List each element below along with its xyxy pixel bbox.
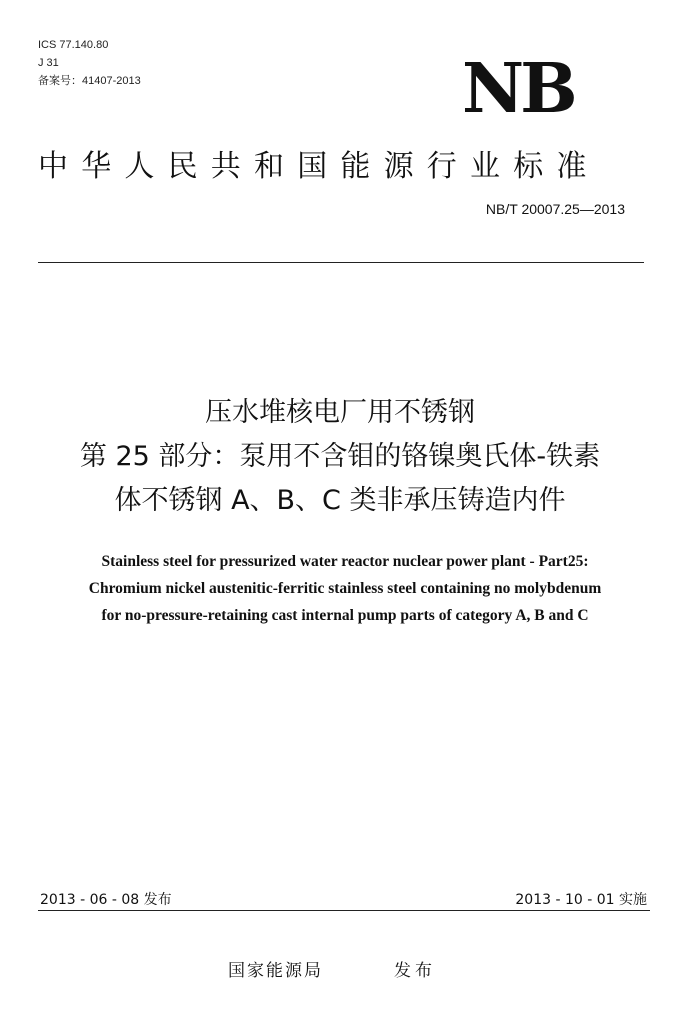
implement-date: 2013 - 10 - 01 实施 <box>515 892 647 908</box>
english-title <box>20 548 670 629</box>
org-title: 中华人民共和国能源行业标准 <box>38 149 600 184</box>
standard-number: NB/T 20007.25—2013 <box>485 201 625 217</box>
bottom-divider <box>38 910 650 911</box>
top-divider <box>38 262 644 263</box>
chinese-title-line-1: 压水堆核电厂用不锈钢 <box>205 397 475 428</box>
ccs-code: J 31 <box>38 57 59 69</box>
english-title-line-3: for no-pressure-retaining cast internal pump parts of category A, B and C <box>101 607 589 624</box>
record-number: 备案号：41407-2013 <box>38 75 141 87</box>
english-title-line-1: Stainless steel for pressurized water reactor nuclear power plant - Part25: <box>101 553 589 570</box>
english-title-line-2: Chromium nickel austenitic-ferritic stainless steel containing no molybdenum <box>88 580 602 597</box>
nb-logo <box>462 58 642 118</box>
chinese-title-line-3: 体不锈钢 A、B、C 类非承压铸造内件 <box>114 485 566 516</box>
publish-date: 2013 - 06 - 08 发布 <box>40 892 172 908</box>
classification-block <box>38 36 141 90</box>
nb-logo-text: NB <box>462 58 574 118</box>
chinese-title <box>20 391 660 523</box>
issue-label: 发布 <box>394 961 436 981</box>
ics-code: ICS 77.140.80 <box>38 39 109 51</box>
chinese-title-line-2: 第 25 部分：泵用不含钼的铬镍奥氏体-铁素 <box>79 441 601 472</box>
issuer-name: 国家能源局 <box>228 961 323 981</box>
